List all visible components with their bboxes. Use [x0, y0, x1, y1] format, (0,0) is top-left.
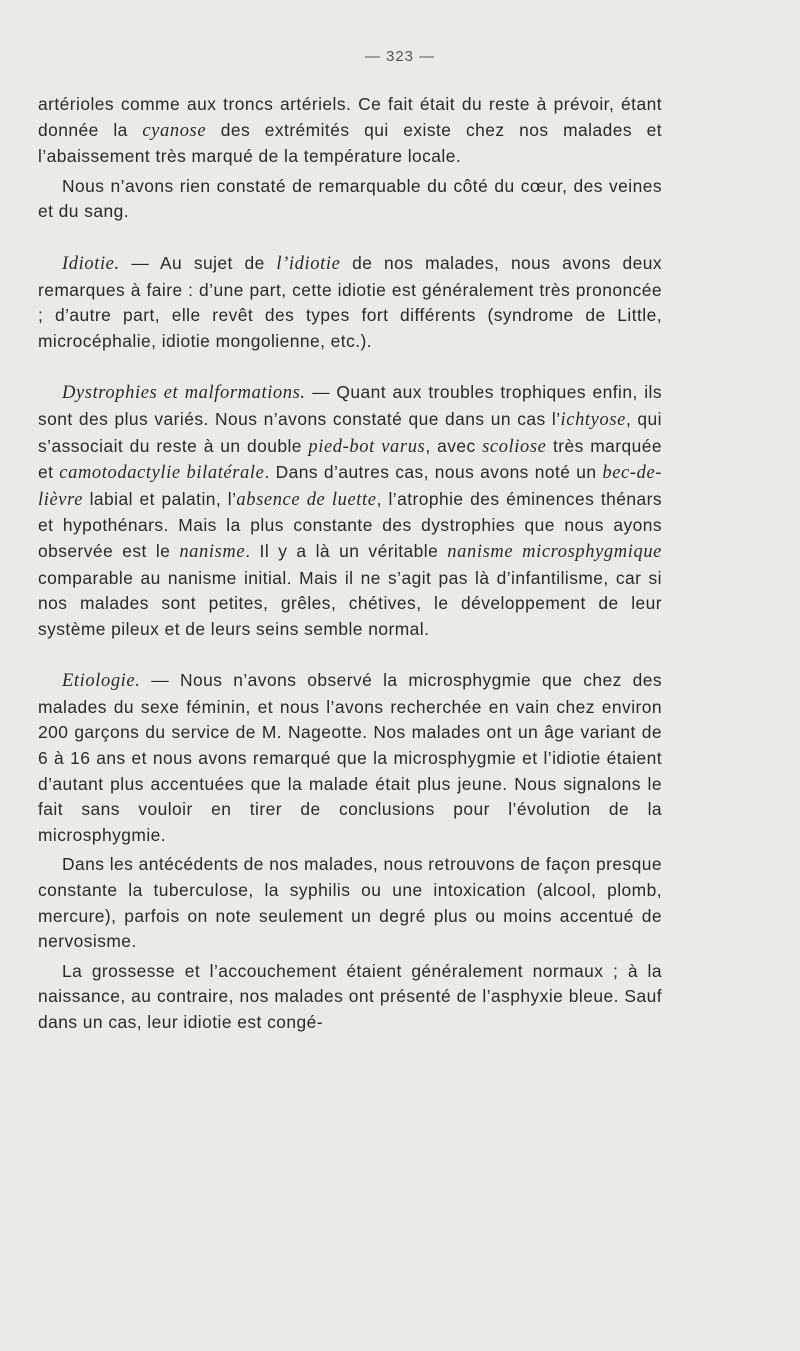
term-camotodactylie: camotodactylie bilatérale: [59, 463, 265, 484]
paragraph-text: de nos malades, nous avons deux remarques à faire : d’une part, cette idiotie est généralement très prononcée ; d’autre part, elle revêt des types fort différents (syndrome de Little, microcéphalie, idiotie mongolienne, etc.).: [38, 252, 662, 351]
term-pied-bot: pied-bot varus: [308, 436, 426, 457]
term-nanisme-microsphygmique: nanisme microsphygmique: [447, 541, 662, 562]
paragraph-text: très marquée et: [38, 435, 662, 483]
paragraph-text: La grossesse et l’accouchement étaient généralement normaux ; à la naissance, au contraire, nos malades ont présenté de l’asphyxie bleue. Sauf dans un cas, leur idiotie est congé-: [38, 960, 662, 1032]
paragraph-text: , qui s’associait du reste à un double: [38, 408, 662, 456]
paragraph-grossesse: [38, 959, 662, 1036]
term-cyanose: cyanose: [142, 120, 207, 141]
section-heading-idiotie: Idiotie.: [62, 253, 120, 274]
paragraph-text: . Il y a là un véritable: [245, 540, 448, 561]
paragraph-text: — Nous n’avons observé la microsphygmie que chez des malades du sexe féminin, et nous l’avons recherchée en vain chez environ 200 garçons du service de M. Nageotte. Nos malades ont un âge variant de 6 à 16 ans et nous avons remarqué que la microsphygmie et l’idiotie étaient d’autant plus accentuées que la malade était plus jeune. Nous signalons le fait sans vouloir en tirer de conclusions pour l’évolution de la microsphygmie.: [38, 670, 662, 845]
paragraph-text: des extrémités qui existe chez nos malades et l’abaissement très marqué de la température locale.: [38, 119, 662, 167]
paragraph-text: . Dans d’autres cas, nous avons noté un: [264, 462, 603, 483]
page-number: — 323 —: [364, 48, 436, 65]
paragraph-text: artérioles comme aux troncs artériels. Ce fait était du reste à prévoir, étant donnée la: [38, 94, 662, 140]
term-nanisme: nanisme: [179, 541, 246, 562]
section-idiotie: [38, 251, 662, 354]
paragraph-text: , avec: [425, 435, 483, 456]
paragraph-circulation: [38, 92, 662, 170]
paragraph-text: Nous n’avons rien constaté de remarquable du côté du cœur, des veines et du sang.: [38, 175, 662, 222]
paragraph-text: labial et palatin, l’: [83, 488, 237, 509]
paragraph-text: Dans les antécédents de nos malades, nous retrouvons de façon presque constante la tuberculose, la syphilis ou une intoxication (alcool, plomb, mercure), parfois on note seulement un degré plus ou moins accentué de nervosisme.: [38, 854, 662, 952]
paragraph-text: comparable au nanisme initial. Mais il ne s’agit pas là d’infantilisme, car si nos malades sont petites, grêles, chétives, le développement de leur système pileux et de leurs seins semble normal.: [38, 567, 662, 639]
body-text: [38, 92, 662, 1036]
section-etiologie: [38, 668, 662, 848]
paragraph-text: — Au sujet de: [119, 252, 277, 273]
term-absence-de-luette: absence de luette: [236, 489, 377, 510]
paragraph-coeur: [38, 174, 662, 225]
term-bec-de-lievre: bec-de-lièvre: [38, 463, 663, 510]
section-dystrophies: [38, 380, 662, 642]
paragraph-text: , l’atrophie des éminences thénars et hypothénars. Mais la plus constante des dystrophies que nous ayons observée est le: [38, 488, 662, 561]
term-scoliose: scoliose: [482, 436, 547, 457]
section-heading-etiologie: Etiologie.: [62, 671, 141, 692]
section-heading-dystrophies: Dystrophies et malformations.: [62, 383, 306, 404]
term-ichtyose: ichtyose: [560, 409, 626, 430]
paragraph-text: — Quant aux troubles trophiques enfin, ils sont des plus variés. Nous n’avons constaté que dans un cas l’: [38, 382, 662, 429]
paragraph-antecedents: [38, 852, 662, 954]
term-idiotie: l’idiotie: [276, 253, 341, 274]
